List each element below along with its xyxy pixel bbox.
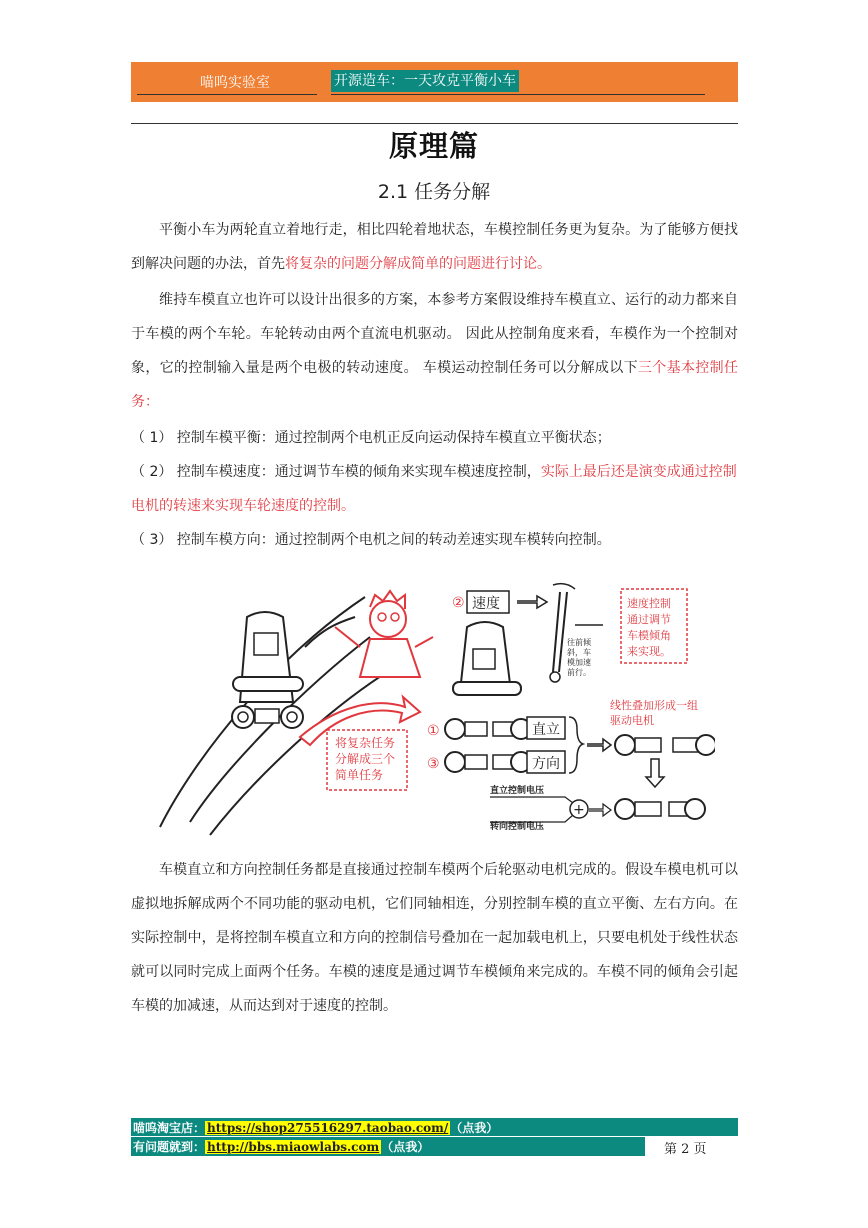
- speed-label: 速度: [472, 596, 500, 612]
- tilt-line-2: [559, 592, 567, 672]
- bbs-link[interactable]: http://bbs.miaowlabs.com: [207, 1140, 380, 1154]
- speed-note-line-3: 车模倾角: [627, 629, 671, 642]
- bbs-click-link[interactable]: （点我）: [381, 1140, 430, 1154]
- task-item-2-text: （ 2） 控制车模速度：通过调节车模的倾角来实现车模速度控制，: [131, 464, 541, 480]
- tilt-line: [553, 592, 560, 672]
- car-left-icon: [232, 612, 303, 728]
- upright-label: 直立: [532, 722, 560, 738]
- section-heading: 2.1 任务分解: [377, 181, 491, 203]
- turn-voltage-line: [490, 815, 573, 822]
- paragraph-2-highlight: 三个基本控制任务：: [131, 360, 738, 410]
- lab-name: 喵呜实验室: [200, 75, 270, 91]
- task-decomposition-figure: [155, 577, 715, 839]
- number-3-label: ③: [427, 756, 440, 772]
- paragraph-3: 车模直立和方向控制任务都是直接通过控制车模两个后轮驱动电机完成的。假设车模电机可以虚拟地拆解成两个不同功能的驱动电机，它们同轴相连，分别控制车模的直立平衡、左右方向。在实际控制中，是将控制车模直立和方向的控制信号叠加在一起加载电机上，只要电机处于线性状态就可以同时完成上面两个任务。车模的速度是通过调节车模倾角来完成的。车模不同的倾角会引起车模的加减速，从而达到对于速度的控制。: [131, 862, 738, 1014]
- header-underline-left: [137, 94, 317, 95]
- tilt-note-line-4: 前行。: [567, 668, 591, 677]
- tilt-note-line-1: 往前倾: [567, 638, 591, 647]
- page-number: 第 2 页: [664, 1142, 707, 1157]
- speed-note-line-1: 速度控制: [627, 597, 671, 610]
- shop-label: 喵呜淘宝店: [133, 1121, 194, 1135]
- doc-title: 开源造车：一天攻克平衡小车: [331, 70, 519, 92]
- direction-label: 方向: [532, 756, 560, 772]
- shop-click-link[interactable]: （点我）: [450, 1121, 499, 1135]
- shop-link[interactable]: https://shop275516297.taobao.com/: [207, 1121, 449, 1135]
- motor-row-upright-icon: [445, 719, 531, 739]
- tilt-note-line-2: 斜，车: [567, 648, 591, 657]
- bbs-label: 有问题就到: [133, 1140, 194, 1154]
- wheel-small-icon: [550, 672, 560, 682]
- bbs-row: 有问题就到： http://bbs.miaowlabs.com （点我）: [133, 1140, 430, 1154]
- paragraph-2: [131, 283, 738, 419]
- arrow-down: [646, 759, 664, 787]
- upright-voltage-line: [490, 797, 573, 803]
- combined-motor-icon: [615, 735, 715, 755]
- shop-row: 喵呜淘宝店： https://shop275516297.taobao.com/ （点我）: [133, 1121, 499, 1135]
- task-item-2: [131, 455, 738, 523]
- turn-voltage-label: 转向控制电压: [490, 822, 545, 832]
- arrow-speed: [517, 596, 547, 608]
- header-underline-right: [331, 94, 705, 95]
- page-title: 原理篇: [388, 129, 479, 163]
- professor-cartoon-icon: [335, 591, 433, 677]
- task-item-1: （ 1） 控制车模平衡：通过控制两个电机正反向运动保持车模直立平衡状态；: [131, 430, 611, 446]
- summation-plus: +: [573, 802, 585, 818]
- car-middle-icon: [453, 622, 521, 695]
- paragraph-1: [131, 213, 738, 281]
- decompose-line-3: 简单任务: [335, 768, 384, 782]
- arrow-sum: [589, 804, 611, 816]
- decompose-line-2: 分解成三个: [335, 752, 396, 766]
- overlay-note-line-2: 驱动电机: [610, 714, 654, 727]
- motor-row-direction-icon: [445, 752, 531, 772]
- result-motor-icon: [615, 799, 705, 819]
- upright-voltage-label: 直立控制电压: [490, 786, 545, 796]
- task-item-2-highlight: 实际上最后还是演变成通过控制电机的转速来实现车轮速度的控制。: [131, 464, 737, 514]
- paragraph-1-text: 平衡小车为两轮直立着地行走，相比四轮着地状态，车模控制任务更为复杂。为了能够方便找到解决问题的办法，首先: [131, 222, 738, 272]
- tilt-arrow: [553, 584, 575, 589]
- tilt-note-line-3: 模加速: [567, 658, 591, 667]
- speed-note-line-4: 来实现。: [627, 645, 671, 658]
- decompose-line-1: 将复杂任务: [335, 736, 396, 750]
- overlay-note-line-1: 线性叠加形成一组: [610, 699, 698, 712]
- number-2-label: ②: [452, 595, 465, 611]
- paragraph-1-highlight: 将复杂的问题分解成简单的问题进行讨论。: [285, 256, 551, 272]
- arrow-combine: [587, 739, 611, 751]
- number-1-label: ①: [427, 723, 440, 739]
- paragraph-2-text: 维持车模直立也许可以设计出很多的方案，本参考方案假设维持车模直立、运行的动力都来自于车模的两个车轮。车轮转动由两个直流电机驱动。 因此从控制角度来看，车模作为一个控制对象，它的控制输入量是两个电极的转动速度。 车模运动控制任务可以分解成以下: [131, 292, 738, 376]
- road-edge-right: [210, 667, 395, 835]
- brace: [569, 717, 583, 773]
- task-item-3: （ 3） 控制车模方向：通过控制两个电机之间的转动差速实现车模转向控制。: [131, 532, 611, 548]
- speed-note-line-2: 通过调节: [627, 613, 671, 626]
